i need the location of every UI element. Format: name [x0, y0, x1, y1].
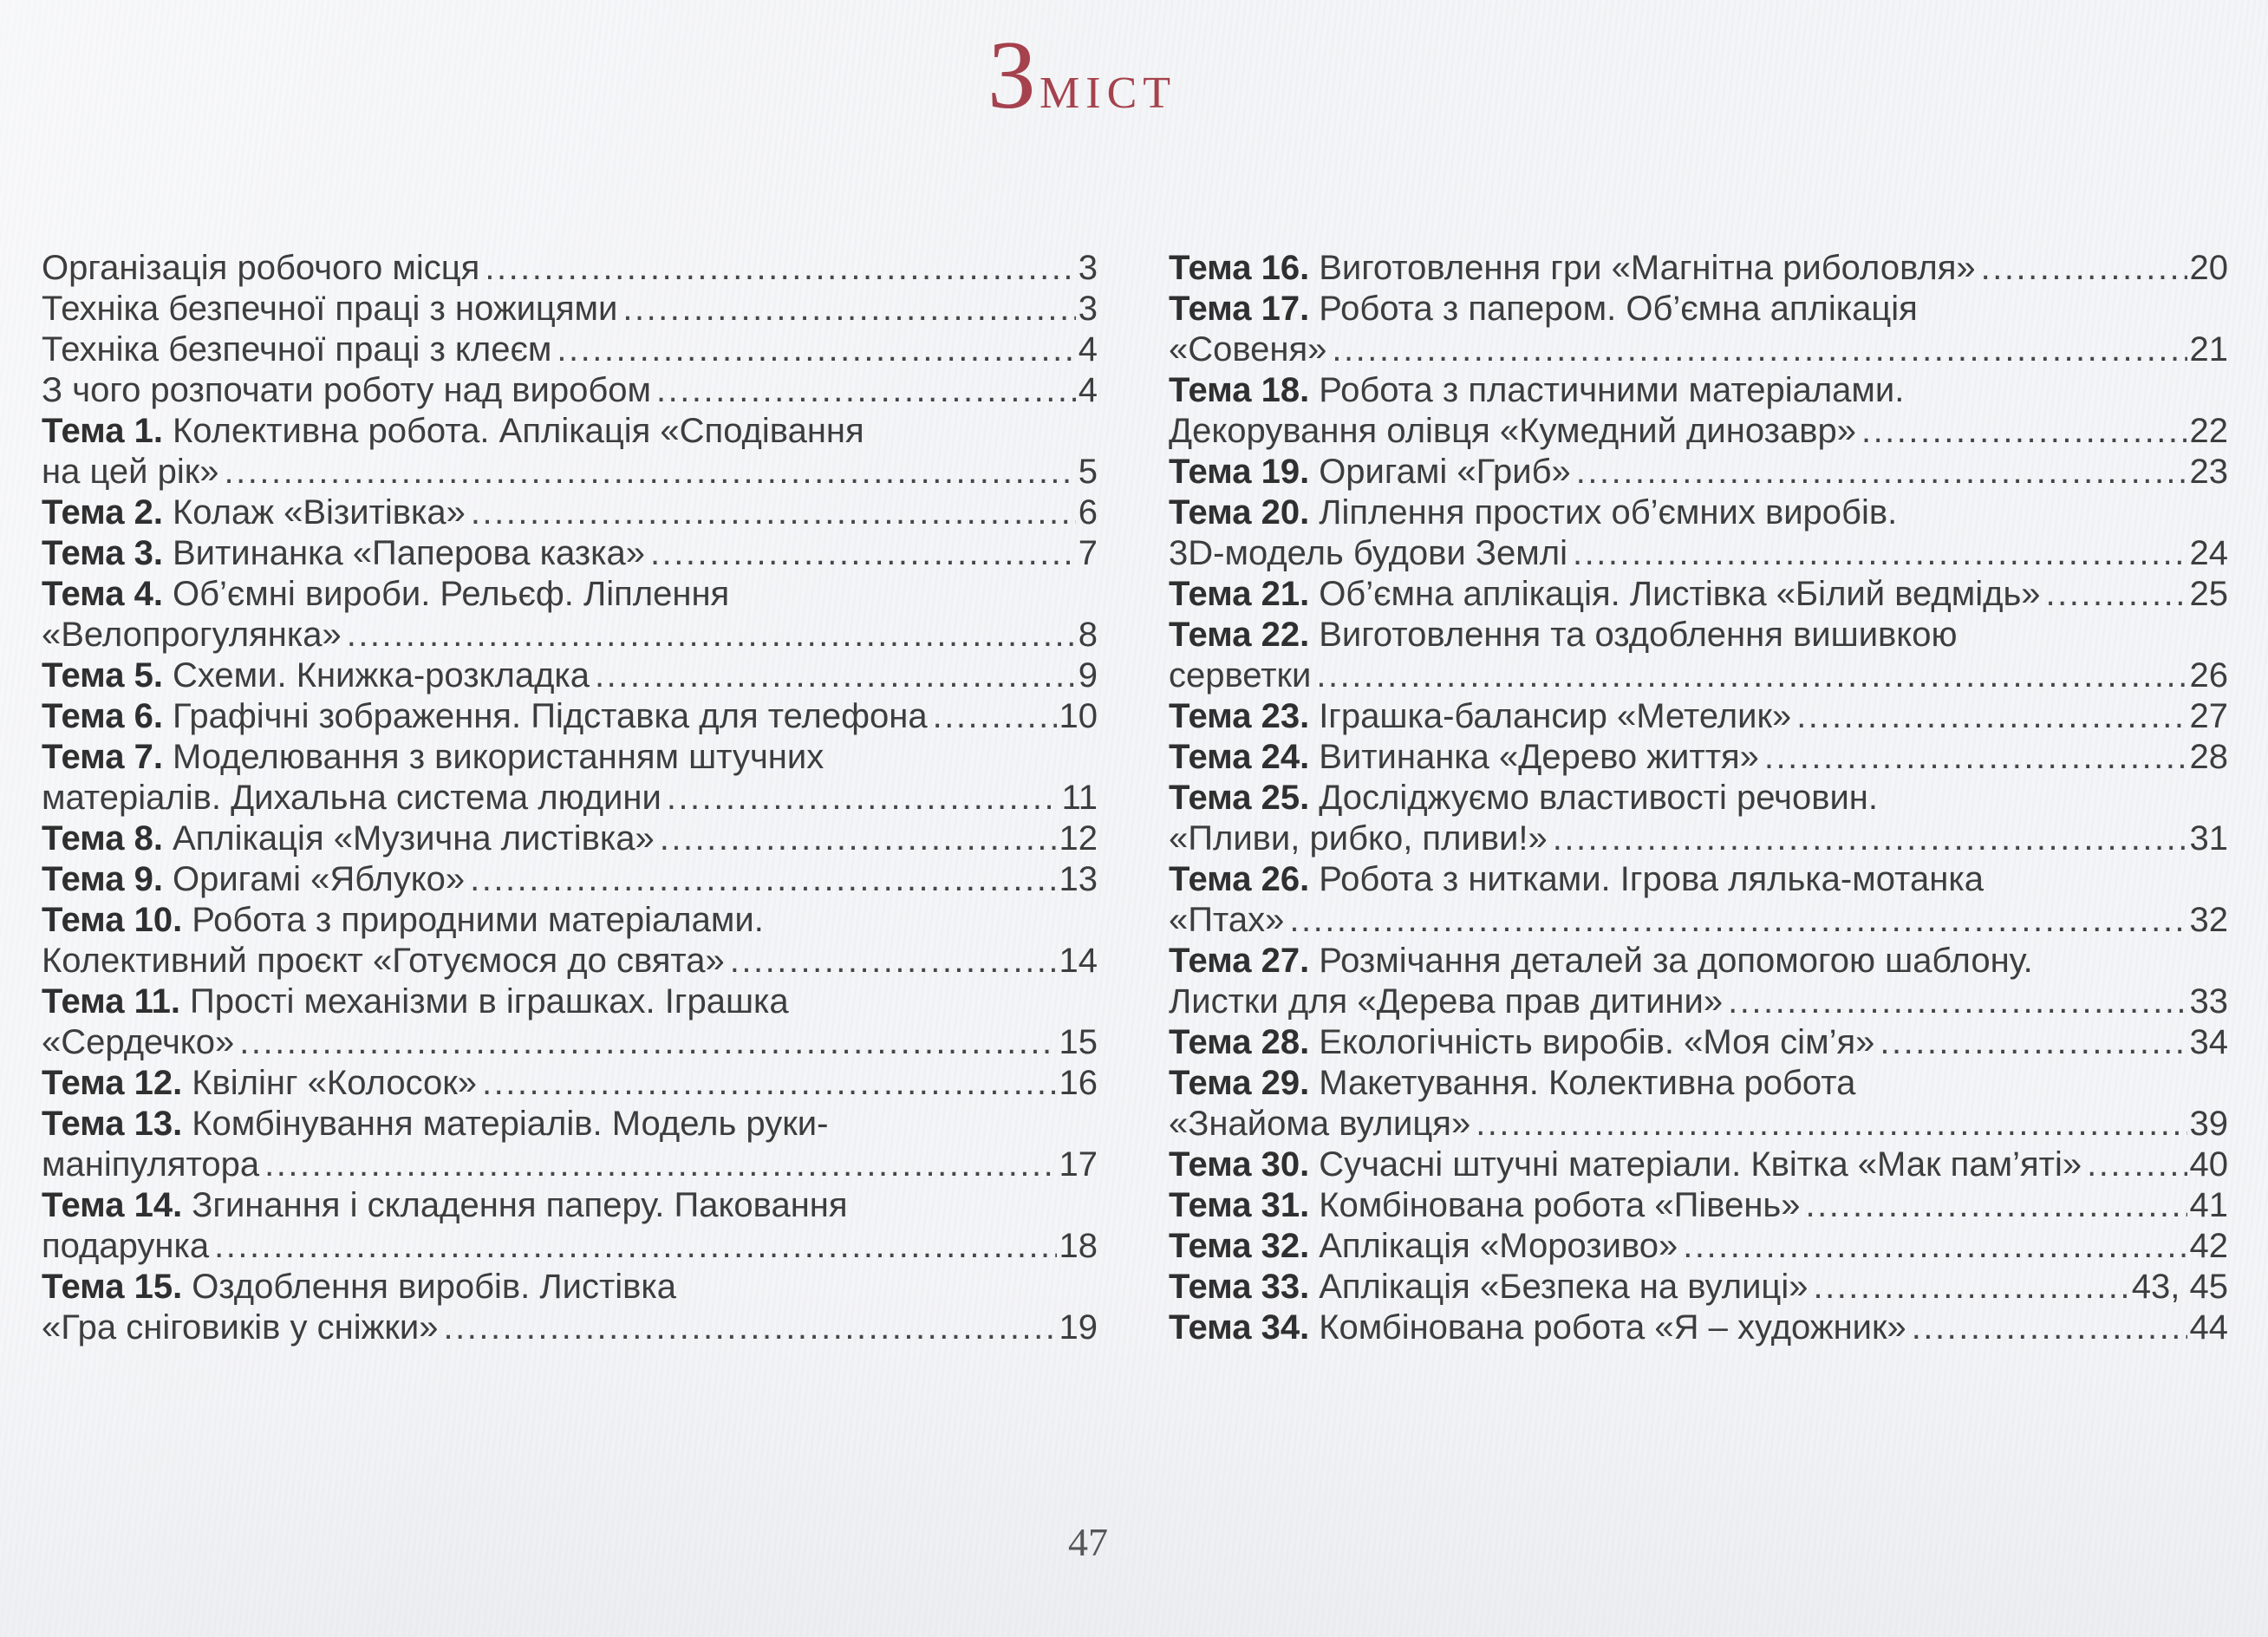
toc-page-number: 24: [2189, 534, 2228, 572]
toc-dot-leader: [557, 329, 1075, 370]
toc-dot-leader: [1573, 533, 2187, 574]
toc-dot-leader: [470, 859, 1056, 900]
toc-entry-line: [42, 778, 1098, 818]
toc-entry-text: Оздоблення виробів. Листівка: [192, 1268, 677, 1306]
page-title: Зміст: [987, 22, 1177, 129]
toc-entry-line: [1169, 1145, 2228, 1185]
toc-page-number: 3: [1078, 290, 1098, 328]
toc-entry-prefix: Тема 22.: [1169, 616, 1310, 654]
toc-entry-prefix: Тема 12.: [42, 1064, 183, 1102]
toc-entry-line: [42, 248, 1098, 289]
toc-entry-prefix: Тема 15.: [42, 1268, 183, 1306]
toc-entry-text: «Сердечко»: [42, 1023, 235, 1061]
toc-entry-line: [1169, 1267, 2228, 1308]
toc-entry-line: [42, 655, 1098, 696]
toc-entry-prefix: Тема 23.: [1169, 697, 1310, 735]
toc-entry-line: [1169, 941, 2228, 982]
toc-entry-line: [42, 818, 1098, 859]
toc-page-number: 10: [1059, 697, 1098, 735]
toc-entry-line: [42, 1063, 1098, 1104]
toc-dot-leader: [1683, 1226, 2187, 1267]
toc-entry-text: Об’ємні вироби. Рельєф. Ліплення: [172, 575, 730, 613]
toc-entry-text: Витинанка «Дерево життя»: [1319, 738, 1759, 776]
toc-page-number: 27: [2189, 697, 2228, 735]
toc-entry-text: «Знайома вулиця»: [1169, 1105, 1471, 1143]
toc-entry-prefix: Тема 29.: [1169, 1064, 1310, 1102]
toc-entry-prefix: Тема 31.: [1169, 1186, 1310, 1224]
toc-entry-text: Іграшка-балансир «Метелик»: [1319, 697, 1792, 735]
toc-dot-leader: [1553, 818, 2187, 859]
toc-entry-prefix: Тема 17.: [1169, 290, 1310, 328]
toc-page-number: 34: [2189, 1023, 2228, 1061]
toc-entry-prefix: Тема 16.: [1169, 249, 1310, 287]
toc-entry-line: [42, 329, 1098, 370]
toc-entry-line: [1169, 615, 2228, 655]
toc-entry-prefix: Тема 18.: [1169, 371, 1310, 409]
toc-entry-prefix: Тема 8.: [42, 819, 163, 858]
toc-entry-text: подарунка: [42, 1227, 210, 1265]
toc-entry-line: [42, 615, 1098, 655]
toc-entry-text: Техніка безпечної праці з клеєм: [42, 330, 552, 368]
toc-dot-leader: [1728, 982, 2187, 1022]
toc-entry-prefix: Тема 10.: [42, 901, 183, 939]
toc-page-number: 6: [1078, 493, 1098, 532]
toc-dot-leader: [443, 1308, 1056, 1348]
toc-entry-line: [1169, 1226, 2228, 1267]
toc-entry-text: Комбінування матеріалів. Модель руки-: [192, 1105, 829, 1143]
toc-entry-text: Аплікація «Безпека на вулиці»: [1319, 1268, 1809, 1306]
toc-entry-text: Виготовлення та оздоблення вишивкою: [1319, 616, 1958, 654]
toc-entry-text: Оригамі «Гриб»: [1319, 453, 1571, 491]
toc-dot-leader: [1813, 1267, 2128, 1308]
toc-dot-leader: [660, 818, 1057, 859]
toc-dot-leader: [667, 778, 1059, 818]
toc-entry-line: [1169, 900, 2228, 941]
toc-entry-text: Сучасні штучні матеріали. Квітка «Мак пам’яті»: [1319, 1145, 2082, 1184]
toc-entry-line: [1169, 818, 2228, 859]
toc-dot-leader: [933, 696, 1057, 737]
toc-page-number: 40: [2189, 1145, 2228, 1184]
toc-page-number: 26: [2189, 656, 2228, 695]
toc-entry-text: Квілінг «Колосок»: [192, 1064, 478, 1102]
toc-dot-leader: [2087, 1145, 2187, 1185]
toc-dot-leader: [595, 655, 1076, 696]
toc-dot-leader: [730, 941, 1057, 982]
toc-page-number: 3: [1078, 249, 1098, 287]
toc-entry-text: Колаж «Візитівка»: [172, 493, 466, 532]
toc-entry-line: [1169, 574, 2228, 615]
toc-dot-leader: [1912, 1308, 2187, 1348]
toc-entry-line: [1169, 248, 2228, 289]
toc-dot-leader: [347, 615, 1076, 655]
toc-entry-line: [1169, 492, 2228, 533]
toc-entry-prefix: Тема 4.: [42, 575, 163, 613]
toc-entry-line: [1169, 1063, 2228, 1104]
toc-entry-line: [42, 1104, 1098, 1145]
toc-page-number: 20: [2189, 249, 2228, 287]
toc-entry-prefix: Тема 3.: [42, 534, 163, 572]
toc-entry-text: Колективна робота. Аплікація «Сподівання: [172, 412, 864, 450]
toc-entry-text: Макетування. Колективна робота: [1319, 1064, 1856, 1102]
toc-page-number: 14: [1059, 942, 1098, 980]
toc-page-number: 13: [1059, 860, 1098, 898]
toc-dot-leader: [650, 533, 1076, 574]
toc-dot-leader: [264, 1145, 1056, 1185]
toc-entry-text: Колективний проєкт «Готуємося до свята»: [42, 942, 725, 980]
toc-entry-text: «Гра сніговиків у сніжки»: [42, 1308, 439, 1347]
toc-entry-line: [42, 1022, 1098, 1063]
toc-entry-text: Оригамі «Яблуко»: [172, 860, 466, 898]
toc-dot-leader: [1806, 1185, 2187, 1226]
toc-dot-leader: [214, 1226, 1056, 1267]
toc-page-number: 41: [2189, 1186, 2228, 1224]
toc-entry-text: «Пливи, рибко, пливи!»: [1169, 819, 1548, 858]
toc-page-number: 21: [2189, 330, 2228, 368]
toc-entry-line: [1169, 737, 2228, 778]
toc-page-number: 32: [2189, 901, 2228, 939]
toc-entry-line: [1169, 533, 2228, 574]
toc-entry-prefix: Тема 19.: [1169, 453, 1310, 491]
toc-page-number: 12: [1059, 819, 1098, 858]
toc-entry-line: [1169, 289, 2228, 329]
toc-entry-text: Об’ємна аплікація. Листівка «Білий ведмідь»: [1319, 575, 2041, 613]
toc-entry-line: [1169, 1104, 2228, 1145]
toc-entry-line: [1169, 859, 2228, 900]
toc-page-number: 43, 45: [2131, 1268, 2228, 1306]
toc-entry-text: Робота з папером. Об’ємна аплікація: [1319, 290, 1918, 328]
toc-entry-line: [42, 289, 1098, 329]
toc-entry-line: [1169, 1022, 2228, 1063]
toc-page-number: 18: [1059, 1227, 1098, 1265]
toc-entry-line: [42, 492, 1098, 533]
toc-dot-leader: [1576, 452, 2187, 492]
toc-page-number: 39: [2189, 1105, 2228, 1143]
toc-entry-line: [42, 533, 1098, 574]
toc-page-number: 15: [1059, 1023, 1098, 1061]
toc-dot-leader: [1981, 248, 2187, 289]
toc-entry-prefix: Тема 7.: [42, 738, 163, 776]
toc-page-number: 23: [2189, 453, 2228, 491]
toc-entry-text: Декорування олівця «Кумедний динозавр»: [1169, 412, 1856, 450]
toc-page-number: 28: [2189, 738, 2228, 776]
toc-dot-leader: [1476, 1104, 2187, 1145]
toc-entry-line: [1169, 982, 2228, 1022]
toc-dot-leader: [1796, 696, 2187, 737]
toc-entry-text: Екологічність виробів. «Моя сім’я»: [1319, 1023, 1875, 1061]
toc-entry-text: матеріалів. Дихальна система людини: [42, 779, 662, 817]
toc-entry-prefix: Тема 14.: [42, 1186, 183, 1224]
toc-entry-text: 3D-модель будови Землі: [1169, 534, 1567, 572]
toc-page-number: 5: [1078, 453, 1098, 491]
toc-entry-line: [1169, 655, 2228, 696]
toc-entry-line: [42, 1226, 1098, 1267]
toc-left-column: [42, 248, 1098, 1348]
toc-entry-line: [42, 370, 1098, 411]
toc-entry-line: [42, 696, 1098, 737]
toc-page-number: 17: [1059, 1145, 1098, 1184]
toc-entry-prefix: Тема 21.: [1169, 575, 1310, 613]
toc-entry-prefix: Тема 11.: [42, 982, 180, 1021]
toc-entry-text: Аплікація «Морозиво»: [1319, 1227, 1678, 1265]
toc-entry-prefix: Тема 1.: [42, 412, 163, 450]
toc-dot-leader: [1332, 329, 2187, 370]
folio-page-number: 47: [1068, 1520, 1108, 1564]
toc-dot-leader: [482, 1063, 1056, 1104]
toc-page-number: 42: [2189, 1227, 2228, 1265]
toc-page-number: 44: [2189, 1308, 2228, 1347]
toc-entry-text: Комбінована робота «Півень»: [1319, 1186, 1801, 1224]
toc-entry-text: Техніка безпечної праці з ножицями: [42, 290, 618, 328]
toc-entry-text: на цей рік»: [42, 453, 219, 491]
toc-entry-line: [42, 1267, 1098, 1308]
toc-entry-text: Комбінована робота «Я – художник»: [1319, 1308, 1906, 1347]
toc-entry-line: [1169, 329, 2228, 370]
toc-entry-text: Організація робочого місця: [42, 249, 480, 287]
toc-page-number: 33: [2189, 982, 2228, 1021]
toc-entry-prefix: Тема 2.: [42, 493, 163, 532]
toc-entry-prefix: Тема 25.: [1169, 779, 1310, 817]
toc-dot-leader: [2046, 574, 2187, 615]
toc-entry-line: [1169, 452, 2228, 492]
toc-dot-leader: [1289, 900, 2187, 941]
toc-entry-line: [1169, 370, 2228, 411]
toc-entry-text: Робота з нитками. Ігрова лялька-мотанка: [1319, 860, 1984, 898]
toc-entry-line: [1169, 411, 2228, 452]
toc-entry-line: [42, 1145, 1098, 1185]
toc-entry-line: [42, 452, 1098, 492]
toc-entry-text: «Совеня»: [1169, 330, 1327, 368]
toc-entry-text: Листки для «Дерева прав дитини»: [1169, 982, 1724, 1021]
toc-entry-line: [42, 941, 1098, 982]
toc-entry-line: [1169, 778, 2228, 818]
toc-entry-prefix: Тема 24.: [1169, 738, 1310, 776]
toc-entry-line: [42, 859, 1098, 900]
toc-entry-text: Графічні зображення. Підставка для телефона: [172, 697, 928, 735]
toc-page-number: 19: [1059, 1308, 1098, 1347]
toc-entry-line: [42, 411, 1098, 452]
toc-dot-leader: [485, 248, 1075, 289]
toc-entry-line: [42, 1185, 1098, 1226]
toc-page-number: 31: [2189, 819, 2228, 858]
toc-entry-text: Згинання і складення паперу. Паковання: [192, 1186, 848, 1224]
toc-entry-prefix: Тема 5.: [42, 656, 163, 695]
toc-entry-text: «Птах»: [1169, 901, 1285, 939]
toc-dot-leader: [1861, 411, 2187, 452]
toc-entry-line: [42, 737, 1098, 778]
toc-dot-leader: [656, 370, 1076, 411]
toc-page-number: 7: [1078, 534, 1098, 572]
toc-entry-prefix: Тема 13.: [42, 1105, 183, 1143]
toc-entry-prefix: Тема 9.: [42, 860, 163, 898]
toc-page-number: 9: [1078, 656, 1098, 695]
toc-dot-leader: [239, 1022, 1056, 1063]
toc-page-number: 25: [2189, 575, 2228, 613]
toc-entry-prefix: Тема 20.: [1169, 493, 1310, 532]
toc-entry-text: З чого розпочати роботу над виробом: [42, 371, 652, 409]
toc-entry-prefix: Тема 26.: [1169, 860, 1310, 898]
toc-page-number: 16: [1059, 1064, 1098, 1102]
toc-entry-text: Робота з природними матеріалами.: [192, 901, 764, 939]
toc-page-number: 4: [1078, 330, 1098, 368]
toc-dot-leader: [1316, 655, 2187, 696]
toc-entry-prefix: Тема 28.: [1169, 1023, 1310, 1061]
toc-dot-leader: [225, 452, 1076, 492]
toc-entry-prefix: Тема 30.: [1169, 1145, 1310, 1184]
toc-entry-text: Аплікація «Музична листівка»: [172, 819, 655, 858]
toc-entry-text: Схеми. Книжка-розкладка: [172, 656, 590, 695]
toc-entry-text: Ліплення простих об’ємних виробів.: [1319, 493, 1898, 532]
toc-entry-text: Розмічання деталей за допомогою шаблону.: [1319, 942, 2033, 980]
toc-page-number: 4: [1078, 371, 1098, 409]
toc-dot-leader: [471, 492, 1076, 533]
toc-right-column: [1169, 248, 2228, 1348]
toc-dot-leader: [1764, 737, 2187, 778]
toc-entry-line: [42, 1308, 1098, 1348]
toc-page-number: 11: [1061, 779, 1098, 817]
toc-entry-text: маніпулятора: [42, 1145, 260, 1184]
toc-entry-prefix: Тема 27.: [1169, 942, 1310, 980]
toc-dot-leader: [1880, 1022, 2187, 1063]
toc-entry-text: Виготовлення гри «Магнітна риболовля»: [1319, 249, 1976, 287]
toc-page-number: 8: [1078, 616, 1098, 654]
toc-entry-text: Робота з пластичними матеріалами.: [1319, 371, 1905, 409]
toc-entry-text: Досліджуємо властивості речовин.: [1319, 779, 1879, 817]
toc-entry-text: серветки: [1169, 656, 1312, 695]
toc-entry-line: [42, 574, 1098, 615]
toc-entry-text: Прості механізми в іграшках. Іграшка: [189, 982, 789, 1021]
toc-dot-leader: [622, 289, 1075, 329]
toc-entry-line: [1169, 1185, 2228, 1226]
toc-entry-line: [42, 900, 1098, 941]
toc-entry-prefix: Тема 34.: [1169, 1308, 1310, 1347]
toc-entry-line: [42, 982, 1098, 1022]
toc-page-number: 22: [2189, 412, 2228, 450]
toc-entry-text: Моделювання з використанням штучних: [172, 738, 824, 776]
toc-entry-line: [1169, 1308, 2228, 1348]
toc-entry-line: [1169, 696, 2228, 737]
toc-entry-text: «Велопрогулянка»: [42, 616, 342, 654]
toc-entry-prefix: Тема 32.: [1169, 1227, 1310, 1265]
toc-entry-text: Витинанка «Паперова казка»: [172, 534, 645, 572]
toc-entry-prefix: Тема 6.: [42, 697, 163, 735]
toc-entry-prefix: Тема 33.: [1169, 1268, 1310, 1306]
